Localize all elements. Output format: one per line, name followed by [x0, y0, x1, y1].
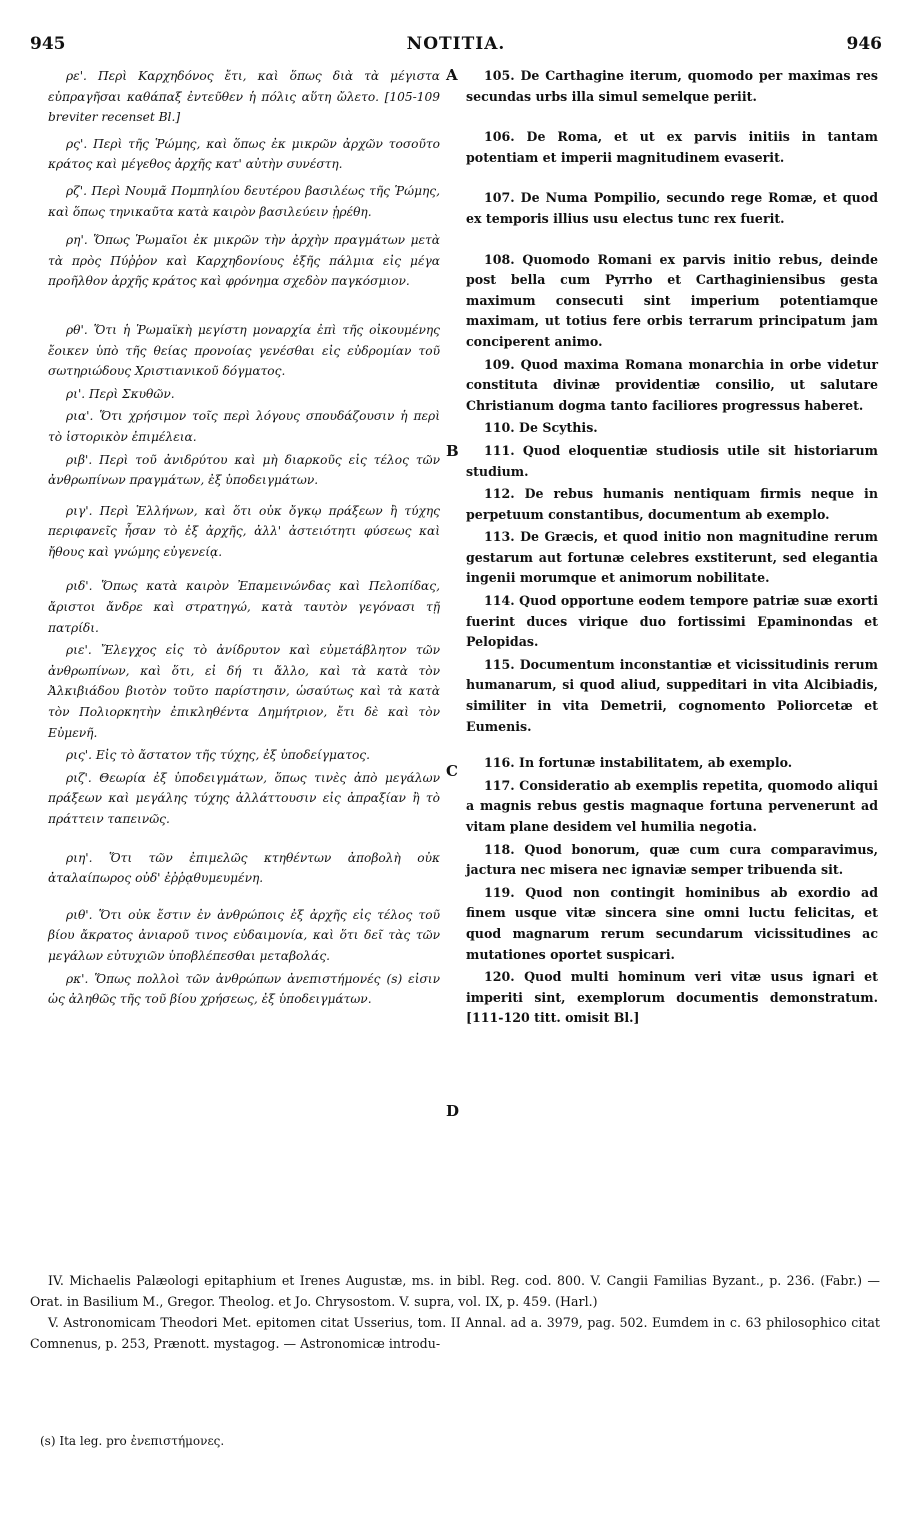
margin-letter-b: B: [446, 442, 459, 460]
note-paragraph: V. Astronomicam Theodori Met. epitomen citat Usserius, tom. II Annal. ad a. 3979, pag. 502. Eumdem in c. 63 philosophico citat Comnenus, p. 253, Prænott. mystagog. — Astronomicæ introdu-: [30, 1315, 880, 1351]
latin-column: [466, 66, 878, 1029]
latin-entry: 115. Documentum inconstantiæ et vicissitudinis rerum humanarum, si quod aliud, suppeditari in vita Alcibiadis, similiter in vita Demetrii, cognomento Poliorcetæ et Eumenis.: [466, 656, 878, 734]
latin-entry: 117. Consideratio ab exemplis repetita, quomodo aliqui a magnis rebus gestis magnaque fortuna pervenerunt ad vitam plane desidem vel humilia negotia.: [466, 777, 878, 834]
greek-entry: ρκ'. Ὅπως πολλοὶ τῶν ἀνθρώπων ἀνεπιστήμονές (s) εἰσιν ὡς ἀληθῶς τῆς τοῦ βίου χρήσεως, ἐξ ὑποδειγμάτων.: [48, 971, 440, 1007]
margin-letter-a: A: [446, 66, 458, 84]
greek-entry: ρς'. Περὶ τῆς Ῥώμης, καὶ ὅπως ἐκ μικρῶν ἀρχῶν τοσοῦτο κράτος καὶ μέγεθος ἀρχῆς κατ' αὐτὴν συνέστη.: [48, 136, 440, 172]
greek-entry: ριε'. Ἔλεγχος εἰς τὸ ἀνίδρυτον καὶ εὐμετάβλητον τῶν ἀνθρωπίνων, καὶ ὅτι, εἰ δή τι ἄλλο, καὶ τὰ κατὰ τὸν Ἀλκιβιάδου βιοτὸν τοῦτο παρίστησιν, ὡσαύτως καὶ τὰ κατὰ τὸν Πολιορκητὴν ἐπικληθέντα Δημήτριον, ἔτι δὲ καὶ τὸν Εὐμενῆ.: [48, 643, 440, 740]
greek-entry: ρια'. Ὅτι χρήσιμον τοῖς περὶ λόγους σπουδάζουσιν ἡ περὶ τὸ ἱστορικὸν ἐπιμέλεια.: [48, 409, 440, 444]
latin-entry: 109. Quod maxima Romana monarchia in orbe videtur constituta divinæ providentiæ consilio, ut salutare Christianum dogma tanto faciliores progressus haberet.: [466, 356, 878, 413]
latin-entry: 118. Quod bonorum, quæ cum cura comparavimus, jactura nec misera nec ignaviæ semper tribuenda sit.: [466, 841, 878, 878]
latin-entry: 112. De rebus humanis nentiquam firmis neque in perpetuum constantibus, documentum ab exemplo.: [466, 486, 878, 522]
greek-entry: ρι'. Περὶ Σκυθῶν.: [66, 386, 175, 401]
latin-entry: 105. De Carthagine iterum, quomodo per maximas res secundas urbs illa simul semelque periit.: [466, 68, 878, 104]
footnote: (s) Ita leg. pro ἐνεπιστήμονες.: [40, 1434, 225, 1448]
greek-entry: ριγ'. Περὶ Ἑλλήνων, καὶ ὅτι οὐκ ὄγκῳ πράξεων ἢ τύχης περιφανεῖς ἦσαν τὸ ἐξ ἀρχῆς, ἀλλ' ἀστειότητι φύσεως καὶ ἤθους καὶ γνώμης εὐγενείᾳ.: [48, 503, 440, 559]
note-paragraph: IV. Michaelis Palæologi epitaphium et Irenes Augustæ, ms. in bibl. Reg. cod. 800. V. Cangii Familias Byzant., p. 236. (Fabr.) — Orat. in Basilium M., Gregor. Theolog. et Jo. Chrysostom. V. supra, vol. IX, p. 459. (Harl.): [30, 1273, 880, 1309]
latin-entry: 108. Quomodo Romani ex parvis initio rebus, deinde post bella cum Pyrrho et Carthaginiensibus gesta maximum consecuti sint imperium potentiamque maximam, ut totius fere orbis terrarum principatum jam conciperent animo.: [466, 251, 878, 349]
page-number-left: 945: [30, 34, 66, 54]
greek-column: [48, 66, 440, 1010]
margin-letter-d: D: [446, 1102, 460, 1120]
bibliographic-notes: [30, 1270, 880, 1354]
greek-entry: ρε'. Περὶ Καρχηδόνος ἔτι, καὶ ὅπως διὰ τὰ μέγιστα εὐπραγῆσαι καθάπαξ ἐντεῦθεν ἡ πόλις αὕτη ὤλετο. [105-109 breviter recenset Bl.]: [48, 69, 440, 125]
running-header: [30, 34, 882, 60]
greek-entry: ριζ'. Θεωρία ἐξ ὑποδειγμάτων, ὅπως τινὲς ἀπὸ μεγάλων πράξεων καὶ μεγάλης τύχης ἀλλάττουσιν εἰς ἀπραξίαν ἢ τὸ πράττειν ταπεινῶς.: [48, 770, 440, 826]
greek-entry: ρις'. Εἰς τὸ ἄστατον τῆς τύχης, ἐξ ὑποδείγματος.: [66, 748, 370, 763]
greek-entry: ρη'. Ὅπως Ῥωμαῖοι ἐκ μικρῶν τὴν ἀρχὴν πραγμάτων μετὰ τὰ πρὸς Πύῤῥον καὶ Καρχηδονίους ἐξῆς πάλμια εἰς μέγα προῆλθον ἀρχῆς κράτος καὶ φρόνημα σχεδὸν παγκόσμιον.: [48, 233, 440, 289]
latin-entry: 113. De Græcis, et quod initio non magnitudine rerum gestarum aut fortunæ celebres exstiterunt, sed elegantia ingenii morumque et animorum nobilitate.: [466, 529, 878, 586]
greek-entry: ριη'. Ὅτι τῶν ἐπιμελῶς κτηθέντων ἀποβολὴ οὐκ ἀταλαίπωρος οὐδ' ἐῤῥᾳθυμευμένη.: [48, 850, 440, 886]
greek-entry: ριδ'. Ὅπως κατὰ καιρὸν Ἐπαμεινώνδας καὶ Πελοπίδας, ἄριστοι ἄνδρε καὶ στρατηγώ, κατὰ ταυτὸν γεγόνασι τῇ πατρίδι.: [48, 579, 440, 635]
latin-entry: 107. De Numa Pompilio, secundo rege Romæ, et quod ex temporis illius usu electus tunc rex fuerit.: [466, 190, 878, 226]
latin-entry: 116. In fortunæ instabilitatem, ab exemplo.: [484, 755, 793, 771]
latin-entry: 119. Quod non contingit hominibus ab exordio ad finem usque vitæ sincera sine omni luctu felicitas, et quod magnarum rerum secundarum vicissitudines ac mutationes oportet suspicari.: [466, 884, 878, 962]
latin-entry: 120. Quod multi hominum veri vitæ usus ignari et imperiti sint, exemplorum documentis demonstratum. [111-120 titt. omisit Bl.]: [466, 969, 878, 1026]
latin-entry: 110. De Scythis.: [484, 420, 598, 436]
latin-entry: 111. Quod eloquentiæ studiosis utile sit historiarum studium.: [466, 442, 878, 479]
latin-entry: 114. Quod opportune eodem tempore patriæ suæ exorti fuerint duces virique duo fortissimi Epaminondas et Pelopidas.: [466, 593, 878, 650]
greek-entry: ριβ'. Περὶ τοῦ ἀνιδρύτου καὶ μὴ διαρκοῦς εἰς τέλος τῶν ἀνθρωπίνων πραγμάτων, ἐξ ὑποδειγμάτων.: [48, 452, 440, 488]
greek-entry: ρζ'. Περὶ Νουμᾶ Πομπηλίου δευτέρου βασιλέως τῆς Ῥώμης, καὶ ὅπως τηνικαῦτα κατὰ καιρὸν βασιλεύειν ᾑρέθη.: [48, 183, 440, 219]
greek-entry: ρθ'. Ὅτι ἡ Ῥωμαϊκὴ μεγίστη μοναρχία ἐπὶ τῆς οἰκουμένης ἔοικεν ὑπὸ τῆς θείας προνοίας γενέσθαι εἰς εὐδρομίαν τοῦ σωτηριώδους Χριστιανικοῦ δόγματος.: [48, 322, 440, 379]
page-number-right: 946: [846, 34, 882, 54]
margin-letter-c: C: [446, 762, 458, 780]
greek-entry: ριθ'. Ὅτι οὐκ ἔστιν ἐν ἀνθρώποις ἐξ ἀρχῆς εἰς τέλος τοῦ βίου ἄκρατος ἀνιαροῦ τινος εὐδαιμονία, καὶ ὅτι δεῖ τὰς τῶν μεγάλων εὐτυχιῶν ὑποβλέπεσθαι μεταβολάς.: [48, 907, 440, 963]
latin-entry: 106. De Roma, et ut ex parvis initiis in tantam potentiam et imperii magnitudinem evaserit.: [466, 129, 878, 165]
running-title: NOTITIA.: [406, 34, 506, 54]
